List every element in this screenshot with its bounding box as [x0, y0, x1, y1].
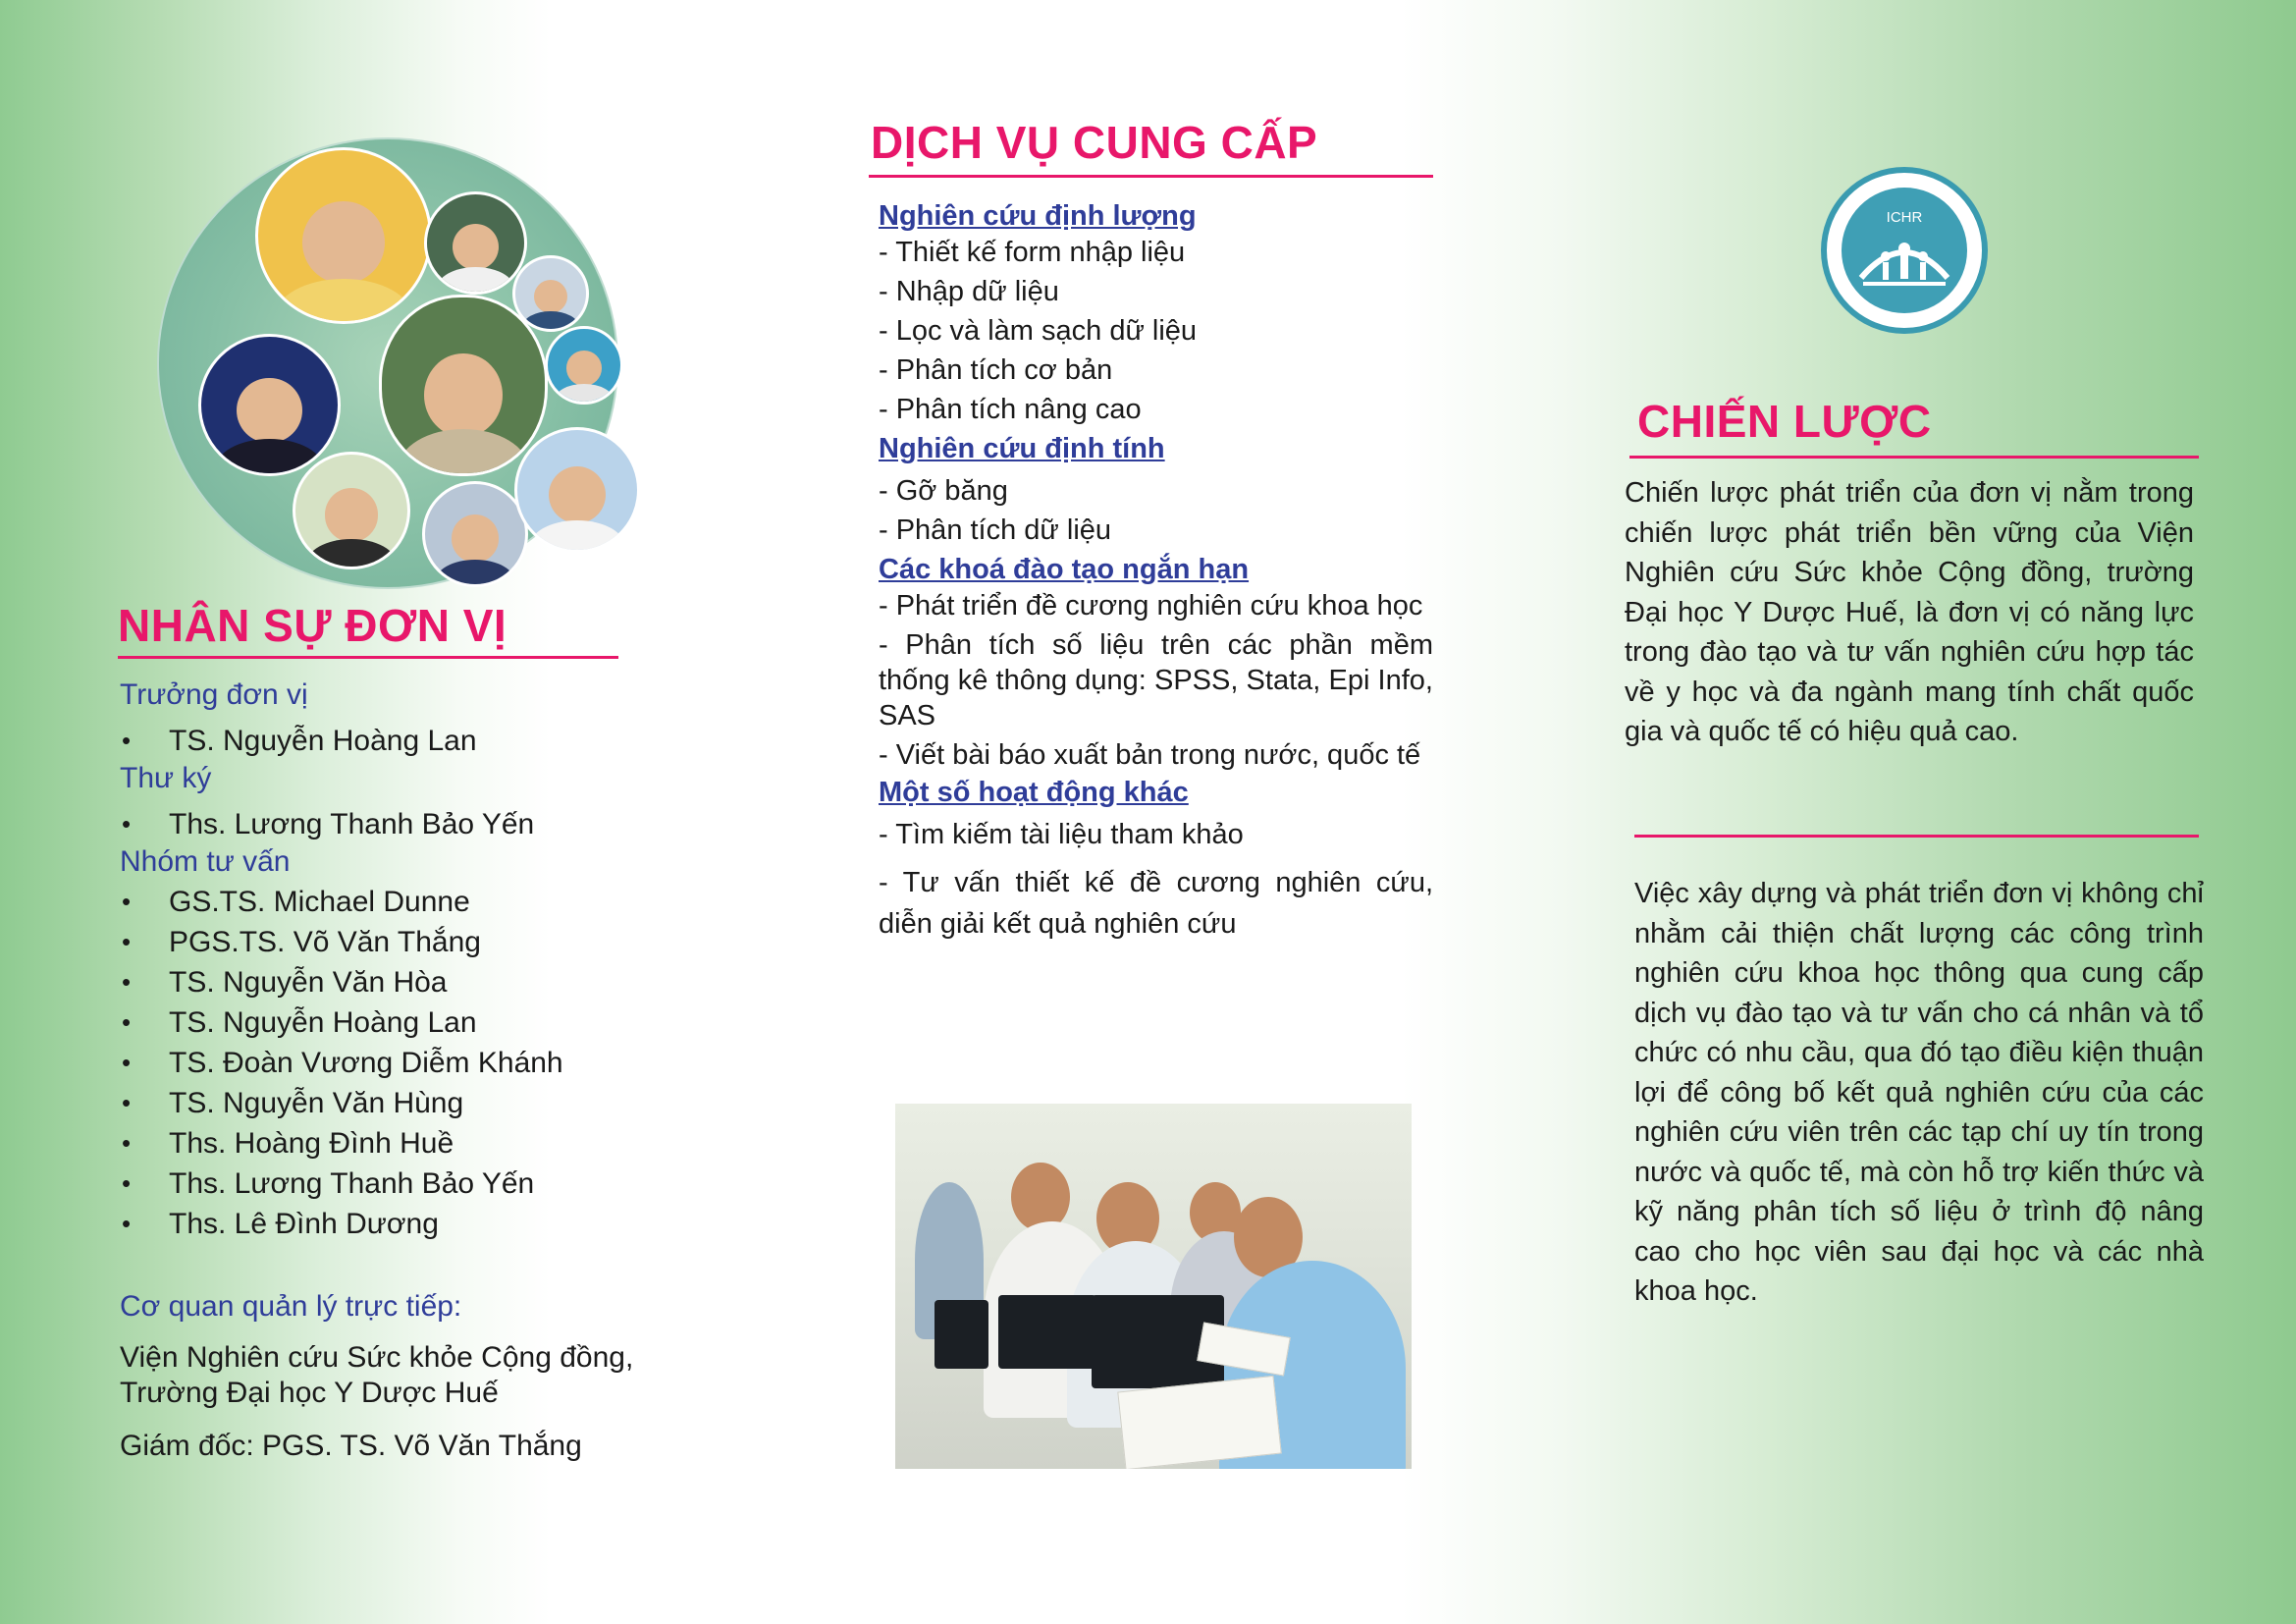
staff-photo	[198, 334, 341, 476]
other-item: - Tư vấn thiết kế đề cương nghiên cứu, diễn giải kết quả nghiên cứu	[879, 867, 1433, 940]
staff-photo	[255, 147, 432, 324]
strategy-section-title: CHIẾN LƯỢC	[1637, 396, 1932, 447]
list-item: • TS. Nguyễn Hoàng Lan	[120, 1002, 709, 1043]
strategy-paragraph: Chiến lược phát triển của đơn vị nằm trong chiến lược phát triển bền vững của Viện Nghiên cứu Sức khỏe Cộng đồng, trường Đại học Y Dược Huế, là đơn vị có năng lực trong đào tạo và tư vấn nghiên cứu hợp tác về y học và đa ngành mang tính chất quốc gia và quốc tế có hiệu quả cao.	[1625, 477, 2194, 747]
staff-photo	[379, 295, 548, 476]
service-item: - Nhập dữ liệu	[879, 276, 1059, 307]
title-underline	[118, 656, 618, 659]
staff-photo	[514, 427, 640, 553]
group-work-photo	[895, 1104, 1412, 1469]
institute-logo	[1821, 167, 1988, 334]
course-item: - Phân tích số liệu trên các phần mềm thống kê thông dụng: SPSS, Stata, Epi Info, SAS	[879, 629, 1433, 731]
staff-list	[120, 676, 709, 1464]
course-item: - Phát triển đề cương nghiên cứu khoa học	[879, 590, 1423, 622]
list-item: • Ths. Lê Đình Dương	[120, 1204, 709, 1244]
list-item: • TS. Đoàn Vương Diễm Khánh	[120, 1043, 709, 1083]
service-item: - Phân tích dữ liệu	[879, 514, 1112, 546]
staff-section-title: NHÂN SỰ ĐƠN VỊ	[118, 600, 507, 651]
management-line-1: Viện Nghiên cứu Sức khỏe Cộng đồng,	[120, 1341, 634, 1374]
services-list	[879, 194, 1433, 948]
title-underline	[1629, 456, 2199, 459]
service-item: - Thiết kế form nhập liệu	[879, 237, 1186, 268]
development-paragraph: Việc xây dựng và phát triển đơn vị không chỉ nhằm cải thiện chất lượng các công trình nghiên cứu khoa học thông qua cung cấp dịch vụ đào tạo và tư vấn cho cá nhân và tổ chức có nhu cầu, qua đó tạo điều kiện thuận lợi để công bố kết quả nghiên cứu của các nghiên cứu viên trên các tạp chí uy tín trong nước và quốc tế, mà còn hỗ trợ kiến thức và kỹ năng phân tích số liệu ở trình độ nâng cao cho học viên sau đại học và các nhà khoa học.	[1634, 878, 2204, 1307]
advisors-label: Nhóm tư vấn	[120, 845, 291, 878]
logo-text: ICHR	[1886, 209, 1923, 226]
service-item: - Phân tích cơ bản	[879, 354, 1113, 386]
staff-photo	[293, 452, 410, 569]
list-item: • TS. Nguyễn Văn Hùng	[120, 1083, 709, 1123]
secretary-list	[120, 804, 709, 844]
list-item: • Ths. Hoàng Đình Huề	[120, 1123, 709, 1164]
director-line: Giám đốc: PGS. TS. Võ Văn Thắng	[120, 1430, 582, 1462]
section-divider	[1634, 835, 2199, 838]
list-item: • PGS.TS. Võ Văn Thắng	[120, 922, 709, 962]
other-activities-heading: Một số hoạt động khác	[879, 777, 1189, 808]
services-section-title: DỊCH VỤ CUNG CẤP	[871, 117, 1318, 168]
quantitative-heading: Nghiên cứu định lượng	[879, 200, 1197, 232]
advisors-list	[120, 882, 709, 1244]
secretary-label: Thư ký	[120, 762, 212, 794]
staff-photo	[422, 481, 528, 587]
service-item: - Phân tích nâng cao	[879, 394, 1142, 425]
service-item: - Lọc và làm sạch dữ liệu	[879, 315, 1198, 347]
other-item: - Tìm kiếm tài liệu tham khảo	[879, 819, 1244, 850]
head-list	[120, 721, 709, 761]
list-item: • TS. Nguyễn Văn Hòa	[120, 962, 709, 1002]
qualitative-heading: Nghiên cứu định tính	[879, 433, 1165, 464]
list-item: • Ths. Lương Thanh Bảo Yến	[120, 1164, 709, 1204]
management-label: Cơ quan quản lý trực tiếp:	[120, 1290, 462, 1323]
list-item: • GS.TS. Michael Dunne	[120, 882, 709, 922]
staff-photo	[424, 191, 527, 295]
list-item: • TS. Nguyễn Hoàng Lan	[120, 721, 709, 761]
course-item: - Viết bài báo xuất bản trong nước, quốc tế	[879, 739, 1421, 771]
head-label: Trưởng đơn vị	[120, 678, 308, 711]
title-underline	[869, 175, 1433, 178]
management-line-2: Trường Đại học Y Dược Huế	[120, 1377, 499, 1409]
list-item: • Ths. Lương Thanh Bảo Yến	[120, 804, 709, 844]
service-item: - Gỡ băng	[879, 475, 1008, 507]
staff-portrait-collage	[157, 137, 687, 599]
courses-heading: Các khoá đào tạo ngắn hạn	[879, 554, 1250, 585]
staff-photo	[545, 326, 623, 405]
